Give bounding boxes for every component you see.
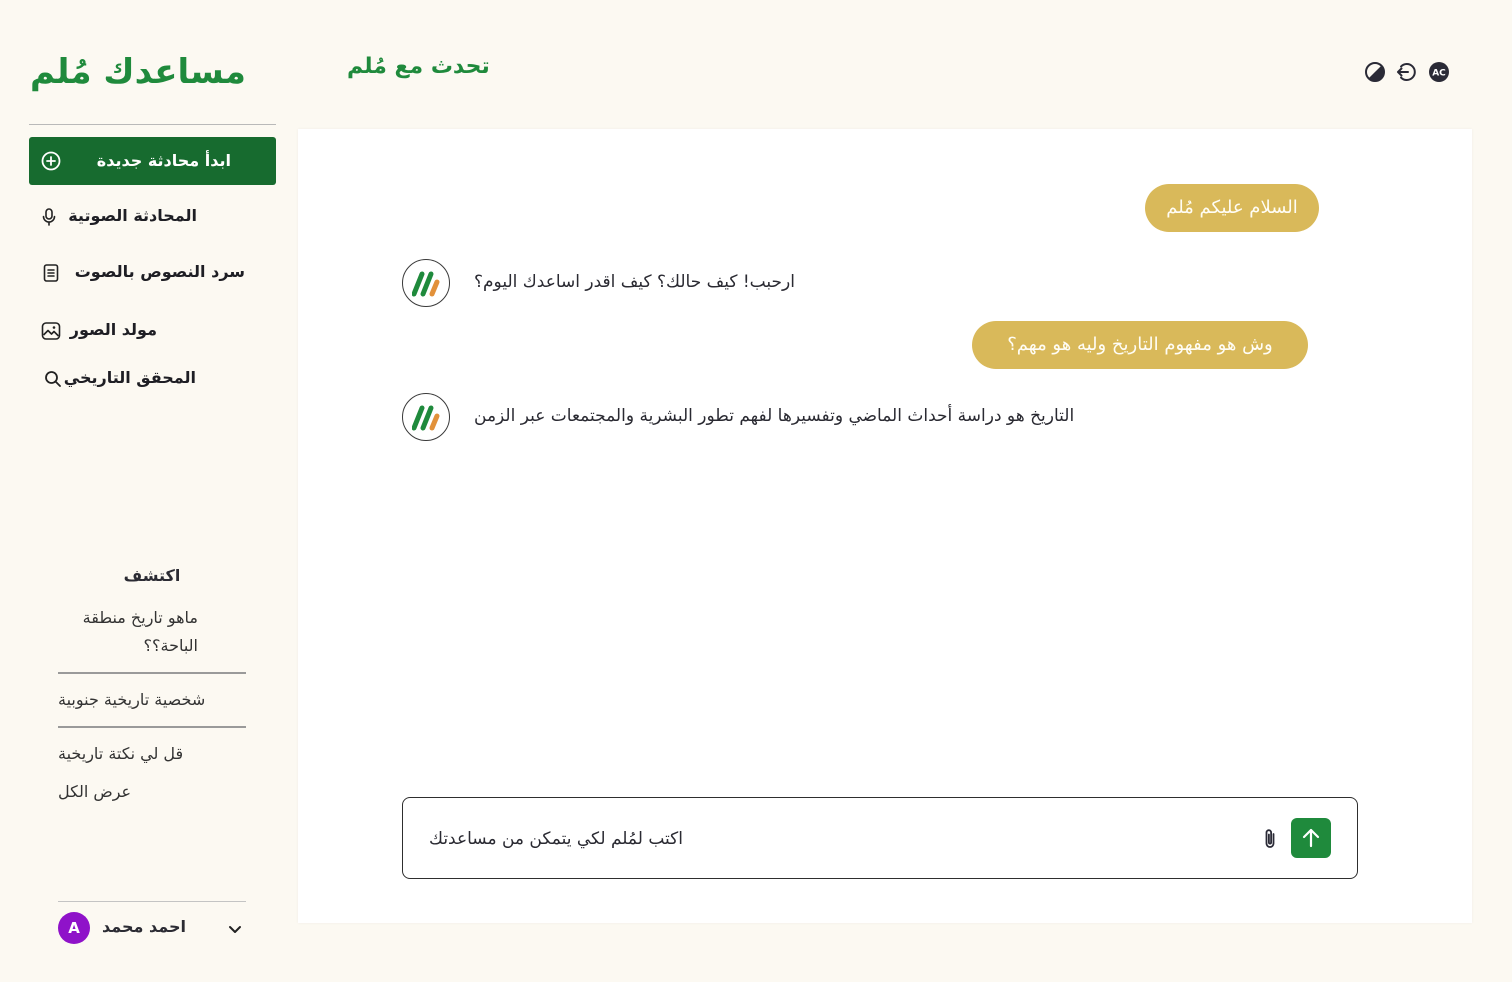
message-input[interactable]	[429, 826, 1249, 852]
sidebar-item-label: المحادثة الصوتية	[68, 206, 197, 225]
document-icon	[41, 263, 61, 283]
new-chat-button[interactable]	[29, 137, 276, 185]
accessibility-icon[interactable]	[1428, 61, 1450, 83]
user-name[interactable]: احمد محمد	[102, 917, 186, 936]
chevron-down-icon[interactable]	[226, 920, 244, 938]
user-message-bubble: السلام عليكم مُلم	[1145, 184, 1319, 232]
sidebar-item-label: المحقق التاريخي	[63, 368, 196, 387]
new-chat-label: ابدأ محادثة جديدة	[96, 151, 231, 170]
page-title: تحدث مع مُلم	[347, 54, 490, 79]
sidebar-divider	[29, 124, 276, 125]
user-message-bubble: وش هو مفهوم التاريخ وليه هو مهم؟	[972, 321, 1308, 369]
explore-item-label: قل لي نكتة تاريخية	[58, 744, 184, 763]
assistant-message: ارحبب! كيف حالك؟ كيف اقدر اساعدك اليوم؟	[474, 272, 795, 292]
sidebar-item-image-generator[interactable]	[29, 313, 276, 349]
send-button[interactable]	[1291, 818, 1331, 858]
sidebar-item-voice-chat[interactable]	[29, 199, 276, 235]
arrow-up-icon	[1299, 826, 1323, 850]
logout-icon[interactable]	[1395, 61, 1417, 83]
mulim-logo-icon	[412, 404, 442, 432]
explore-item-label: ماهو تاريخ منطقة الباحة؟؟	[82, 608, 198, 655]
search-icon	[43, 369, 63, 389]
microphone-icon	[39, 207, 59, 227]
paperclip-icon[interactable]	[1259, 827, 1281, 851]
explore-item[interactable]	[58, 686, 246, 714]
message-composer	[402, 797, 1358, 879]
explore-item[interactable]	[58, 740, 246, 768]
sidebar-item-label: مولد الصور	[69, 320, 157, 339]
contrast-icon[interactable]	[1364, 61, 1386, 83]
image-icon	[41, 321, 61, 341]
plus-circle-icon	[41, 151, 61, 171]
explore-divider	[58, 672, 246, 674]
assistant-message: التاريخ هو دراسة أحداث الماضي وتفسيرها لفهم تطور البشرية والمجتمعات عبر الزمن	[474, 406, 1075, 426]
sidebar-item-historical-investigator[interactable]	[29, 361, 276, 397]
explore-divider	[58, 726, 246, 728]
user-divider	[58, 901, 246, 902]
explore-item[interactable]	[58, 604, 246, 660]
app-title: مساعدك مُلم	[30, 52, 246, 92]
avatar[interactable]: A	[58, 912, 90, 944]
explore-item-label: شخصية تاريخية جنوبية	[58, 690, 206, 709]
sidebar-item-label: سرد النصوص بالصوت	[74, 262, 245, 281]
assistant-avatar	[402, 259, 450, 307]
accessibility-label: AC	[1432, 68, 1446, 79]
view-all-link[interactable]: عرض الكل	[58, 782, 132, 801]
assistant-avatar	[402, 393, 450, 441]
explore-title: اكتشف	[123, 566, 181, 585]
sidebar-item-text-to-speech[interactable]	[29, 255, 276, 291]
mulim-logo-icon	[412, 270, 442, 298]
